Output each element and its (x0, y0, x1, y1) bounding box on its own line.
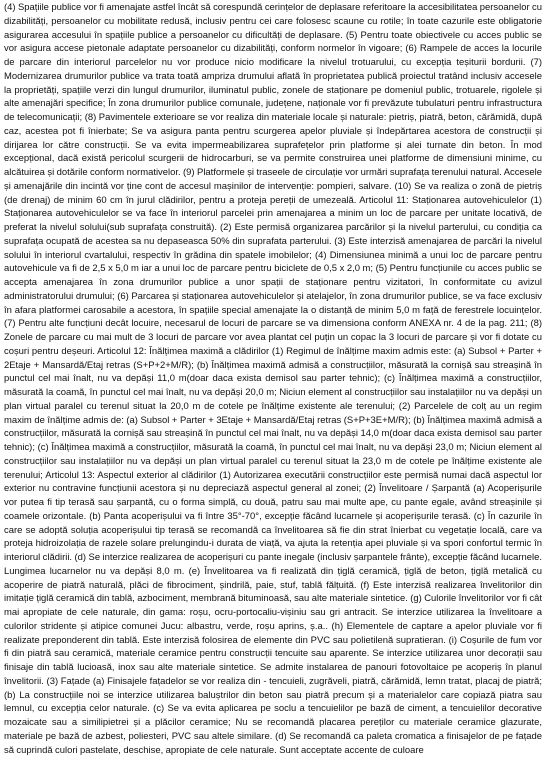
regulation-body-text: (4) Spațiile publice vor fi amenajate astfel încât să corespundă cerințelor de deplasare referitoare la accesibilitatea persoanelor cu dizabilități, persoanelor cu mobilitate redusă, inclusiv pentru cei care folosesc scaune cu rotile; în toate cazurile este obligatorie asigurarea accesului în spațiile publice a persoanelor cu dificultăți de deplasare. (5) Pentru toate obiectivele cu acces public se vor asigura accese pietonale adaptate persoanelor cu dizabilități, conform normelor în vigoare; (6) Rampele de acces la locurile de parcare din interiorul parcelelor nu vor produce nicio modificare la nivelul trotuarului, cu excepția teșiturii bordurii. (7) Modernizarea drumurilor publice va trata toată ampriza drumului aflată în proprietatea publică proiectul tratând inclusiv accesele la proprietăți, spațiile verzi din lungul drumurilor, iluminatul public, zonele de staționare pe domeniul public, trotuarele, rigolele și alte amenajări specifice; În zona drumurilor publice comunale, județene, naționale vor fi prevăzute tubulaturi pentru infrastructura de telecomunicații; (8) Pavimentele exterioare se vor realiza din materiale locale și naturale: pietriș, piatră, beton, cărămidă, după caz, acestea pot fi înierbate; Se va asigura panta pentru scurgerea apelor pluviale și îndepărtarea acestora de construcții și dirijarea lor către construcții. Se va evita impermeabilizarea suprafețelor prin platforme și alei turnate din beton. În mod excepțional, dacă există pericolul scurgerii de hidrocarburi, se va permite construirea unei platforme de dimensiuni minime, cu alcătuirea și dotările conform normativelor. (9) Platformele și traseele de circulație vor urmări suprafața terenului natural. Accesele și amenajările din incintă vor ține cont de accesul mașinilor de intervenție: pompieri, salvare. (10) Se va realiza o zonă de pietriș (de drenaj) de minim 60 cm în jurul clădirilor, pentru a proteja pereții de umezeală. Articolul 11: Staționarea autovehiculelor (1) Staționarea autovehiculelor se va face în interiorul parcelei prin amenajarea a minim un loc de parcare per unitate locativă, de preferat la nivelul solului(sub suprafața construită). (2) Este permisă organizarea parcărilor și la nivelul parterului, cu condiția ca suprafața ocupată de acestea sa nu depaseasca 50% din suprafata parterului. (3) Este interzisă amenajarea de parcări la nivelul solului în interiorul cvartalului, respectiv în grădina din spatele imobilelor; (4) Dimensiunea minimă a unui loc de parcare pentru autovehicule va fi de 2,5 x 5,0 m iar a unui loc de parcare pentru biciclete de 0,5 x 2,0 m; (5) Pentru funcțiunile cu acces public se accepta amenajarea în zona drumurilor publice a unor spații de staționare pentru vizitatori, în conformitate cu avizul administratorului drumului; (6) Parcarea și staționarea autovehiculelor și atelajelor, în zona drumurilor publice, se va face exclusiv în afara platformei carosabile a acestora, în spațiile special amenajate la o distanță de minim 5,0 m față de ferestrele locuințelor. (7) Pentru alte funcțiuni decât locuire, necesarul de locuri de parcare se va dimensiona conform ANEXA nr. 4 de la pag. 211; (8) Zonele de parcare cu mai mult de 3 locuri de parcare vor avea plantat cel puțin un copac la 3 locuri de parcare și vor fi dotate cu coșuri pentru deșeuri. Articolul 12: Înălțimea maximă a clădirilor (1) Regimul de înălțime maxim admis este: (a) Subsol + Parter + 2Etaje + Mansardă/Etaj retras (S+P+2+M/R); (b) Înălțimea maximă admisă a construcțiilor, măsurată la cornișă sau streașină în punctul cel mai înalt, nu va depăși 11,0 m(doar daca exista demisol sau parter tehnic); (c) Înălțimea maximă a construcțiilor, măsurată la coamă, în punctul cel mai înalt, nu va depăși 20,0 m; Niciun element al construcțiilor sau instalațiilor nu va depăși un plan virtual paralel cu terenul situat la 20,0 m de cotele pe înălțime existente ale terenului; (2) Parcelele de colț au un regim maxim de înălțime admis de: (a) Subsol + Parter + 3Etaje + Mansardă/Etaj retras (S+P+3E+M/R); (b) Înălțimea maximă admisă a construcțiilor, măsurată la cornișă sau streașină în punctul cel mai înalt, nu va depăși 14,0 m(doar daca exista demisol sau parter tehnic); (c) Înălțimea maximă a construcțiilor, măsurată la coamă, în punctul cel mai înalt, nu va depăși 23,0 m; Niciun element al construcțiilor sau instalațiilor nu va depăși un plan virtual paralel cu terenul situat la 23,0 m de cotele pe înălțime existente ale terenului; Articolul 13: Aspectul exterior al clădirilor (1) Autorizarea executării construcțiilor este permisă numai dacă aspectul lor exterior nu contravine funcțiunii acestora și nu depreciază aspectul general al zonei; (2) Învelitoare / Șarpantă (a) Acoperișurile vor putea fi tip terasă sau șarpantă, cu o forma simplă, cu două, patru sau mai multe ape, cu pante egale, având streașinile și coamele orizontale. (b) Panta acoperișului va fi între 35°-70°, excepție făcând lucarnele și acoperișurile terasă. (c) În cazurile în care se adoptă soluția acoperișului tip terasă se recomandă ca învelitoarea să fie din strat înierbat cu vegetație locală, care va proteja hidroizolația de razele solare prelungindu-i durata de viață, va ajuta la retenția apei pluviale și va spori confortul termic în interiorul clădirii. (d) Se interzice realizarea de acoperișuri cu pante inegale (inclusiv șarpantele frânte), excepție făcând lucarnele. Lungimea lucarnelor nu va depăși 8,0 m. (e) Învelitoarea va fi realizată din țiglă ceramică, țiglă de beton, țiglă metalică cu acoperire de piatră naturală, plăci de fibrociment, șindrilă, paie, stuf, tablă fălțuită. (f) Este interzisă realizarea învelitorilor din imitație țiglă ceramică din tablă, azbociment, membrană bituminoasă, sau alte materiale sintetice. (g) Culorile învelitorilor vor fi cât mai apropiate de cele naturale, din gama: roșu, ocru-portocaliu-vișiniu sau gri antracit. Se interzice utilizarea la învelitoare a culorilor stridente și atipice comunei Jucu: albastru, verde, roșu aprins, ș.a.. (h) Elementele de captare a apelor pluviale vor fi realizate preponderent din tablă. Este interzisă folosirea de elemente din PVC sau polietilenă supratieran. (i) Coșurile de fum vor fi din piatră sau ceramică, materiale ceramice pentru construcții tencuite sau aparente. Se interzice utilizarea unor decorații sau finisaje din tablă lucioasă, inox sau alte materiale sintetice. Se admite instalarea de panouri fotovoltaice pe acoperiș în planul învelitorii. (3) Fațade (a) Finisajele fațadelor se vor realiza din - tencuieli, zugrăveli, piatră, cărămidă, lemn tratat, placaj de piatră; (b) La construcțiile noi se interzice utilizarea baluștrilor din beton sau piatră precum și a materialelor care copiază piatra sau lemnul, cu excepția celor naturale. (c) Se va evita aplicarea pe soclu a tencuielilor pe bază de ciment, a tencuielilor decorative mozaicate sau a similipietrei și a plăcilor ceramice; Nu se recomandă placarea pereților cu materiale ceramice glazurate, materiale pe bază de azbest, poliesteri, PVC sau altele similare. (d) Se recomandă ca paleta cromatica a finisajelor de pe fațade să cuprindă culori pastelate, deschise, apropiate de cele naturale. Sunt acceptate accente de culoare (4, 2, 542, 756)
